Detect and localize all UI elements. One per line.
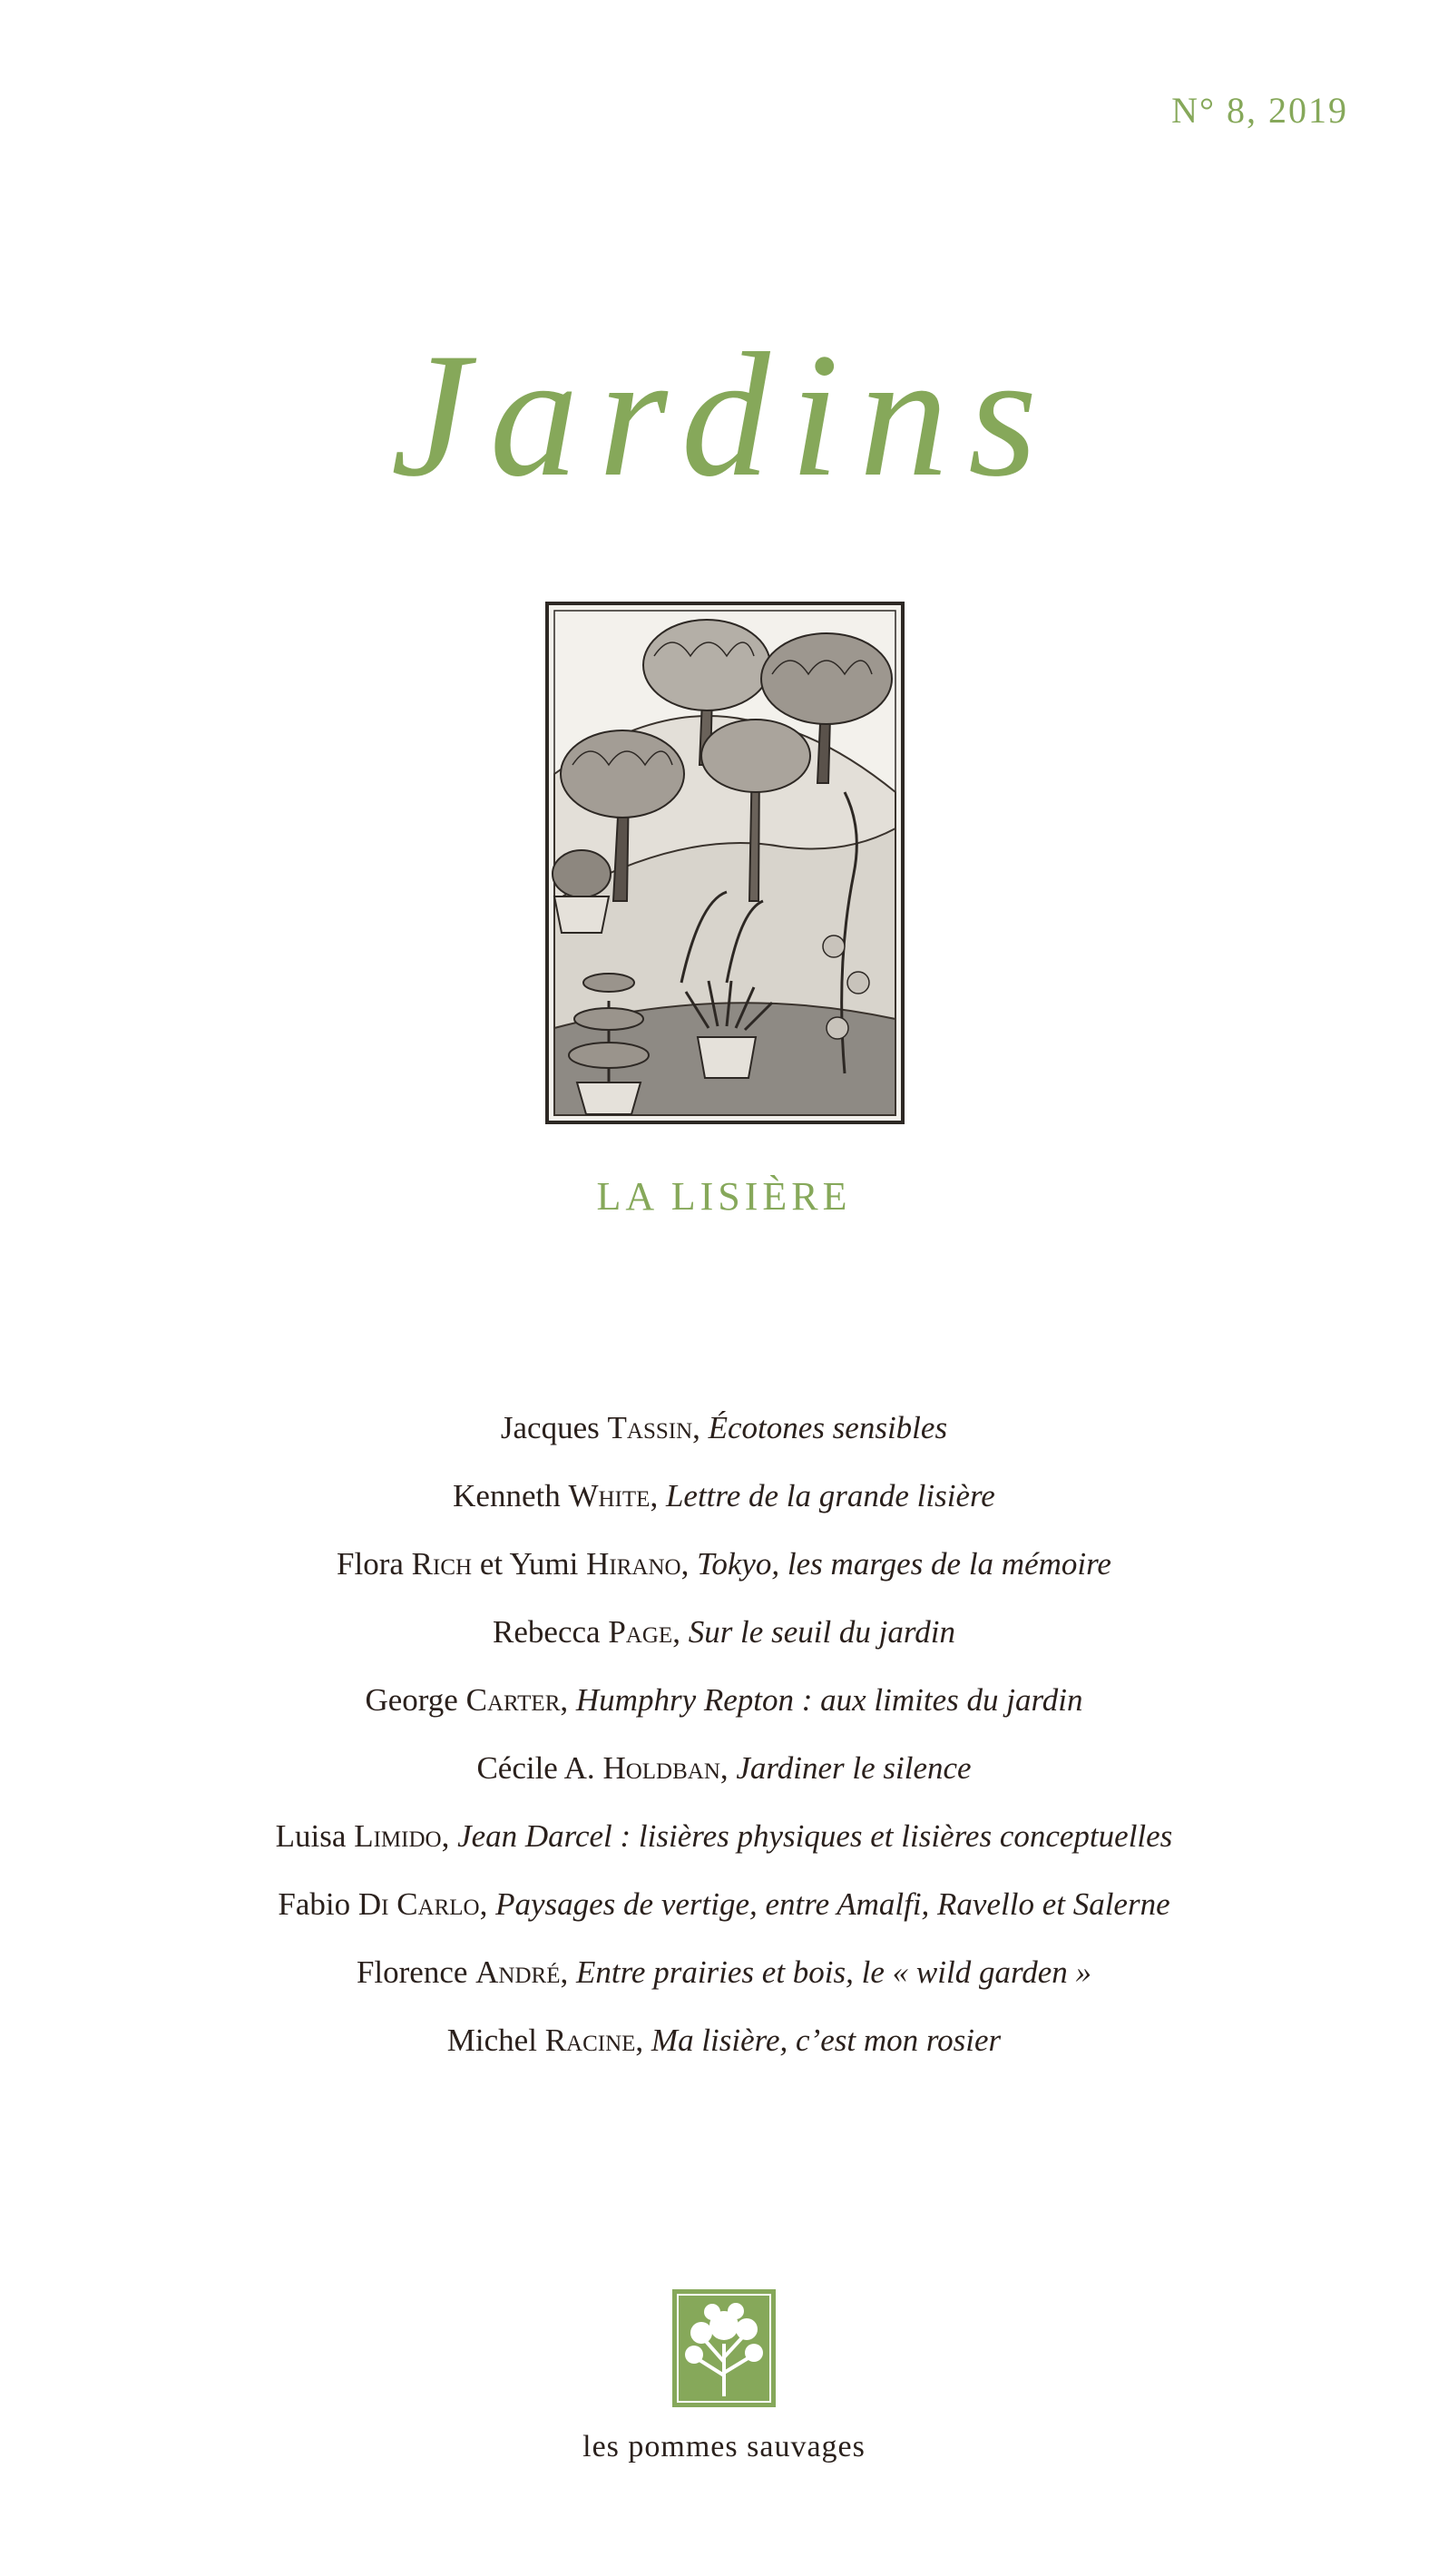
article-title: Entre prairies et bois, le « wild garden » [575, 1954, 1092, 1990]
contents-entry [0, 1530, 1448, 1598]
author-name: Kenneth [453, 1478, 569, 1513]
contents-entry [0, 1666, 1448, 1734]
table-of-contents [0, 1394, 1448, 2074]
article-title: Sur le seuil du jardin [688, 1614, 955, 1650]
garden-woodcut-illustration [545, 602, 905, 1124]
author-name: Cécile A. [476, 1750, 603, 1786]
contents-entry [0, 1802, 1448, 1870]
author-name: Michel [446, 2023, 545, 2058]
article-title: Lettre de la grande lisière [665, 1478, 995, 1513]
author-surname: André [475, 1954, 561, 1990]
contents-entry [0, 1938, 1448, 2006]
author-name: Rebecca [493, 1614, 609, 1650]
separator: , [560, 1682, 576, 1718]
author-surname: Limido [354, 1818, 442, 1854]
author-name: George [365, 1682, 466, 1718]
article-title: Jardiner le silence [736, 1750, 972, 1786]
separator: , [441, 1818, 458, 1854]
author-surname: Tassin [607, 1410, 693, 1445]
author-surname: Di Carlo [357, 1886, 480, 1922]
separator: , [650, 1478, 666, 1513]
contents-entry [0, 1394, 1448, 1462]
contents-entry [0, 2006, 1448, 2074]
article-title: Tokyo, les marges de la mémoire [697, 1546, 1111, 1582]
magazine-title: Jardins [390, 317, 1058, 514]
author-name: Florence [356, 1954, 476, 1990]
contents-entry [0, 1870, 1448, 1938]
article-title: Écotones sensibles [708, 1410, 948, 1445]
author-surname: Page [608, 1614, 673, 1650]
contents-entry [0, 1734, 1448, 1802]
author-name: Fabio [278, 1886, 358, 1922]
issue-number: N° 8, 2019 [1171, 90, 1348, 131]
author-surname: Holdban [602, 1750, 720, 1786]
author-name: Jacques [500, 1410, 608, 1445]
publisher-name: les pommes sauvages [582, 2430, 866, 2463]
separator: et Yumi [472, 1546, 587, 1582]
contents-entry [0, 1462, 1448, 1530]
article-title: Ma lisière, c’est mon rosier [651, 2023, 1002, 2058]
separator: , [560, 1954, 576, 1990]
author-name: Flora [337, 1546, 412, 1582]
separator: , [479, 1886, 496, 1922]
separator: , [635, 2023, 651, 2058]
tree-logo-icon [672, 2289, 776, 2407]
author-surname: Hirano [586, 1546, 681, 1582]
issue-theme: LA LISIÈRE [596, 1174, 852, 1219]
article-title: Paysages de vertige, entre Amalfi, Ravello et Salerne [495, 1886, 1170, 1922]
author-surname: Racine [544, 2023, 636, 2058]
article-title: Humphry Repton : aux limites du jardin [575, 1682, 1083, 1718]
contents-entry [0, 1598, 1448, 1666]
article-title: Jean Darcel : lisières physiques et lisières conceptuelles [457, 1818, 1173, 1854]
author-name: Luisa [275, 1818, 355, 1854]
separator: , [719, 1750, 737, 1786]
author-surname: Carter [465, 1682, 561, 1718]
separator: , [672, 1614, 689, 1650]
separator: , [680, 1546, 698, 1582]
separator: , [692, 1410, 709, 1445]
author-surname: White [568, 1478, 651, 1513]
author-surname: Rich [411, 1546, 473, 1582]
